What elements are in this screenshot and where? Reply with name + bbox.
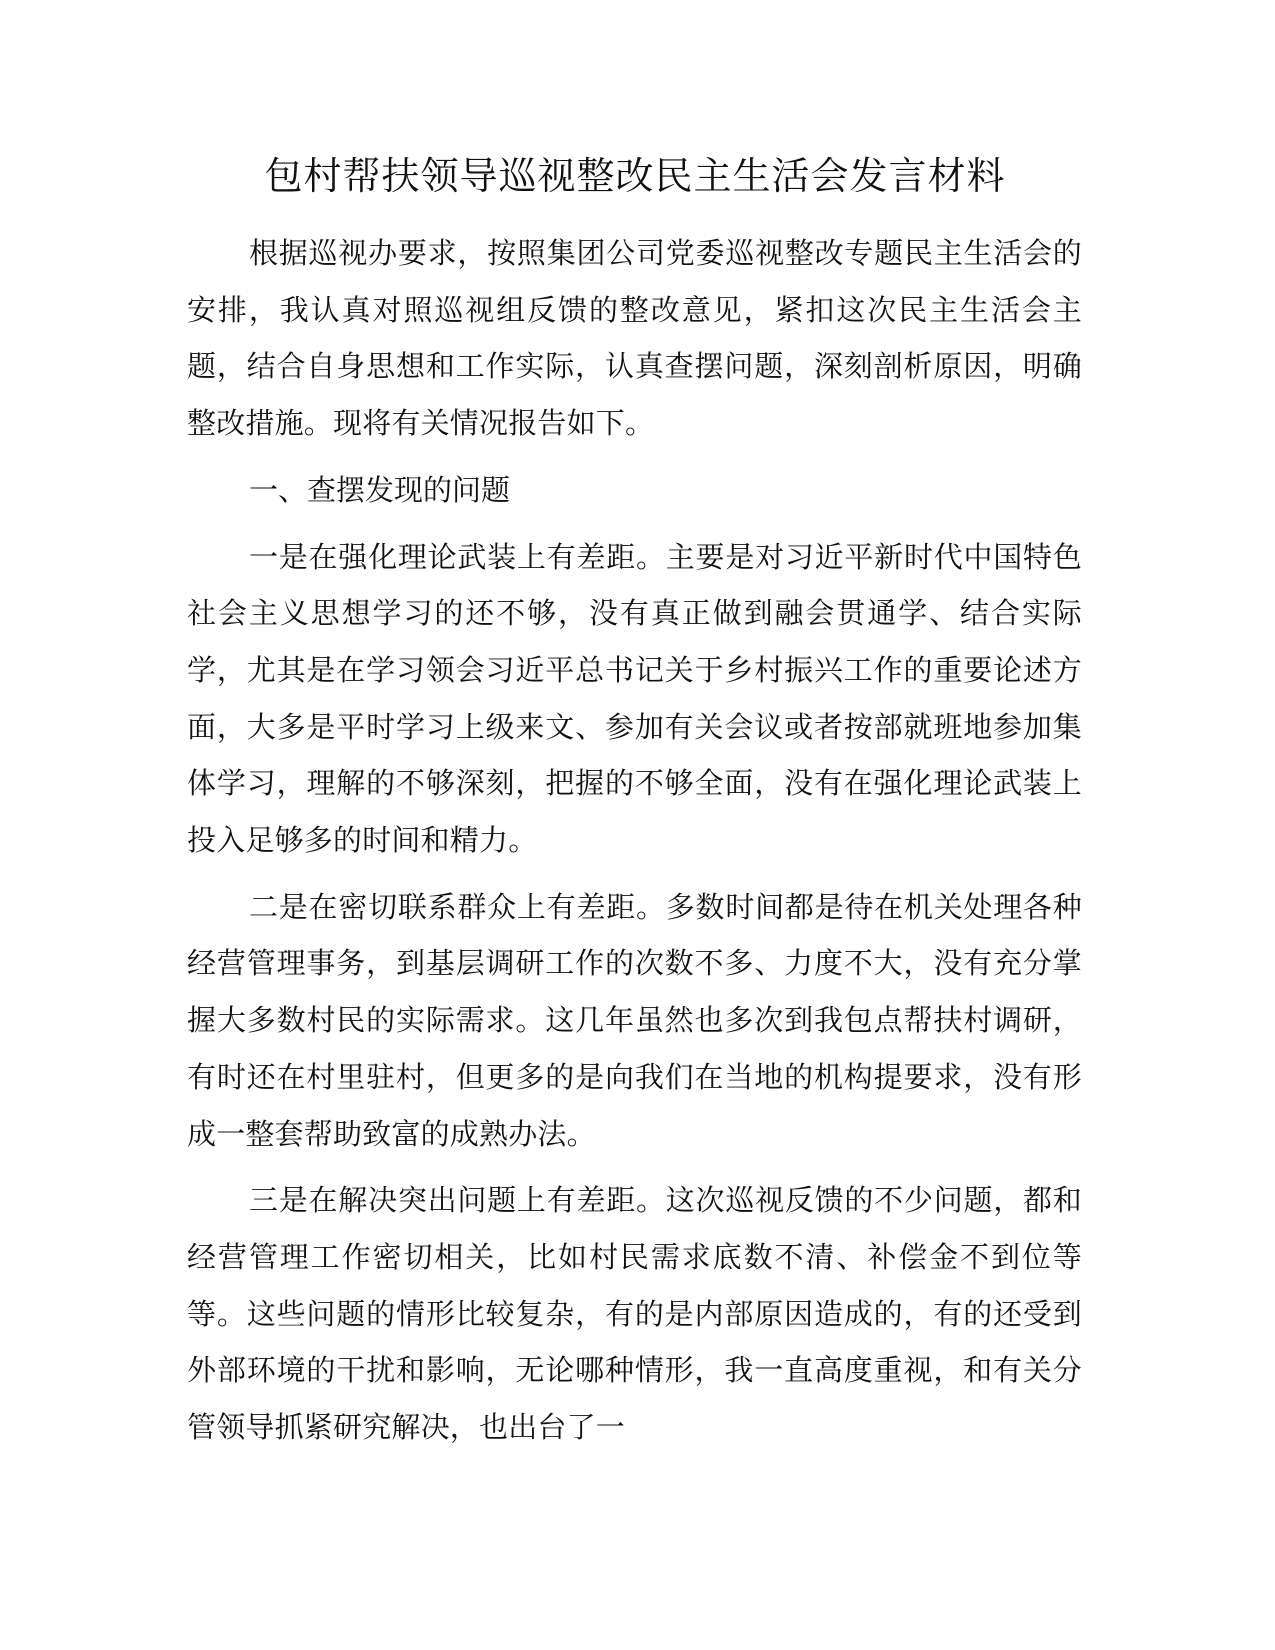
document-body bbox=[187, 225, 1082, 1456]
paragraph-masses: 二是在密切联系群众上有差距。多数时间都是待在机关处理各种经营管理事务，到基层调研工作的次数不多、力度不大，没有充分掌握大多数村民的实际需求。这几年虽然也多次到我包点帮扶村调研，有时还在村里驻村，但更多的是向我们在当地的机构提要求，没有形成一整套帮助致富的成熟办法。 bbox=[187, 889, 1082, 1151]
section-heading: 一、查摆发现的问题 bbox=[249, 472, 511, 507]
page-title: 包村帮扶领导巡视整改民主生活会发言材料 bbox=[264, 154, 1006, 198]
intro-paragraph: 根据巡视办要求，按照集团公司党委巡视整改专题民主生活会的安排，我认真对照巡视组反馈的整改意见，紧扣这次民主生活会主题，结合自身思想和工作实际，认真查摆问题，深刻剖析原因，明确整改措施。现将有关情况报告如下。 bbox=[187, 236, 1082, 441]
paragraph-problems: 三是在解决突出问题上有差距。这次巡视反馈的不少问题，都和经营管理工作密切相关，比如村民需求底数不清、补偿金不到位等等。这些问题的情形比较复杂，有的是内部原因造成的，有的还受到外部环境的干扰和影响，无论哪种情形，我一直高度重视，和有关分管领导抓紧研究解决，也出台了一 bbox=[187, 1183, 1082, 1445]
paragraph-theory: 一是在强化理论武装上有差距。主要是对习近平新时代中国特色社会主义思想学习的还不够，没有真正做到融会贯通学、结合实际学，尤其是在学习领会习近平总书记关于乡村振兴工作的重要论述方面，大多是平时学习上级来文、参加有关会议或者按部就班地参加集体学习，理解的不够深刻，把握的不够全面，没有在强化理论武装上投入足够多的时间和精力。 bbox=[187, 539, 1082, 858]
